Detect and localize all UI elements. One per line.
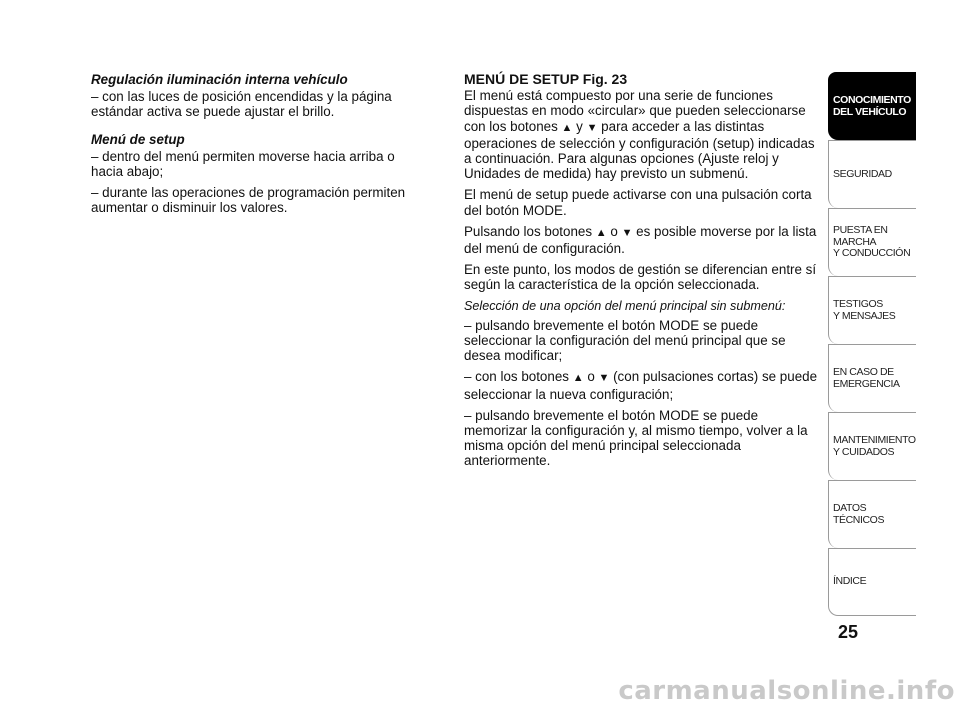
text-fragment: para acceder a las distintas operaciones de selección y configuración (setup) indicadas a continuación. Para algunas opciones (Ajuste reloj y Unidades de medida) hay previsto un submenú. <box>464 118 815 182</box>
tab-label: CONOCIMIENTO DEL VEHÍCULO <box>833 94 911 118</box>
tab-label: PUESTA EN MARCHA Y CONDUCCIÓN <box>833 224 911 260</box>
tab-label: ÍNDICE <box>833 575 867 588</box>
page-number: 25 <box>837 622 859 642</box>
text-fragment: o <box>583 369 599 385</box>
navigation-paragraph <box>464 224 820 256</box>
tab-en-caso-de-emergencia[interactable] <box>828 344 916 412</box>
text-fragment: o <box>606 223 622 239</box>
tab-seguridad[interactable] <box>828 140 916 208</box>
tab-label: MANTENIMIENTO Y CUIDADOS <box>833 434 916 458</box>
text-fragment: y <box>572 118 587 134</box>
tab-mantenimiento[interactable] <box>828 412 916 480</box>
watermark: carmanualsonline.info <box>618 676 955 706</box>
arrow-up-icon: ▲ <box>595 226 607 239</box>
arrow-down-icon: ▼ <box>586 121 598 134</box>
section-heading-setup-menu: Menú de setup <box>91 131 185 147</box>
arrow-down-icon: ▼ <box>598 372 610 385</box>
tab-indice[interactable] <box>828 548 916 616</box>
text-fragment: Pulsando los botones <box>464 223 596 239</box>
step-1-paragraph: – pulsando brevemente el botón MODE se puede seleccionar la configuración del menú principal que se desea modificar; <box>464 317 786 364</box>
tab-puesta-en-marcha[interactable] <box>828 208 916 276</box>
italic-note: Selección de una opción del menú principal sin submenú: <box>464 298 786 313</box>
right-column <box>464 72 820 475</box>
step-2-paragraph <box>464 369 820 401</box>
arrow-up-icon: ▲ <box>561 121 573 134</box>
lighting-paragraph: – con las luces de posición encendidas y la página estándar activa se puede ajustar el brillo. <box>91 89 392 120</box>
section-title: MENÚ DE SETUP Fig. 23 <box>464 71 628 87</box>
modes-paragraph: En este punto, los modos de gestión se diferencian entre sí según la característica de la opción seleccionada. <box>464 262 817 293</box>
tab-label: SEGURIDAD <box>833 167 892 180</box>
chapter-tabs <box>828 72 916 616</box>
setup-menu-paragraph-1: – dentro del menú permiten moverse hacia arriba o hacia abajo; <box>91 148 395 180</box>
section-heading-lighting: Regulación iluminación interna vehículo <box>91 72 348 87</box>
text-fragment: (con pulsaciones cortas) se puede seleccionar la nueva configuración; <box>464 369 818 402</box>
tab-label: DATOS TÉCNICOS <box>833 502 885 526</box>
tab-label: TESTIGOS Y MENSAJES <box>833 298 896 322</box>
intro-paragraph <box>464 88 820 181</box>
step-3-paragraph: – pulsando brevemente el botón MODE se puede memorizar la configuración y, al mismo tiempo, volver a la misma opción del menú principal seleccionada anteriormente. <box>464 407 808 469</box>
arrow-down-icon: ▼ <box>621 226 633 239</box>
text-fragment: El menú está compuesto por una serie de funciones dispuestas en modo «circular» que pueden seleccionarse con los botones <box>464 88 806 134</box>
arrow-up-icon: ▲ <box>572 372 584 385</box>
text-fragment: – con los botones <box>464 369 573 385</box>
left-column <box>91 72 421 222</box>
tab-label: EN CASO DE EMERGENCIA <box>833 366 900 390</box>
setup-menu-paragraph-2: – durante las operaciones de programación permiten aumentar o disminuir los valores. <box>91 185 406 216</box>
text-fragment: es posible moverse por la lista del menú de configuración. <box>464 223 817 257</box>
activation-paragraph: El menú de setup puede activarse con una pulsación corta del botón MODE. <box>464 187 812 218</box>
tab-conocimiento-del-vehiculo[interactable] <box>828 72 916 140</box>
tab-testigos-y-mensajes[interactable] <box>828 276 916 344</box>
tab-datos-tecnicos[interactable] <box>828 480 916 548</box>
